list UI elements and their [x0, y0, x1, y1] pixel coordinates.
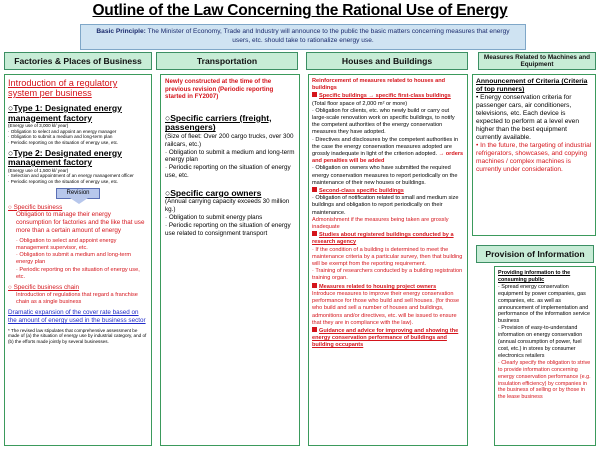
s4-para: Introduce measures to improve their energy conservation performance for those who build and sell houses. (for those who build and sell a number of houses and buildings, admonitions and/or directives, etc. will be issued to ensure that they are in compliance with the law).: [312, 290, 460, 326]
specific-business-item: · Periodic reporting on the situation of energy use, etc.: [16, 266, 140, 280]
owners-capacity: (Annual carrying capacity exceeds 30 million kg.): [165, 198, 290, 214]
s3-title: Studies about registered buildings conducted by a research agency: [312, 232, 454, 246]
factories-intro: Introduction of a regulatory system per business: [8, 78, 118, 98]
machines-para: • Energy conservation criteria for passenger cars, air conditioners, televisions, etc. Each device is expected to perform at a level even higher than the best equipment currently available.: [476, 94, 579, 141]
basic-principle-label: Basic Principle:: [96, 28, 146, 35]
expansion-note: Dramatic expansion of the cover rate based on the amount of energy used in the business sector: [8, 309, 146, 324]
carriers-fleet: (Size of fleet: Over 200 cargo trucks, over 300 railcars, etc.): [165, 132, 294, 148]
s1-para: · Obligation on owners who have submitted the required energy conservation measures to report periodically on the maintenance of their new houses or buildings.: [312, 165, 458, 186]
chain-title: ○ Specific business chain: [8, 283, 80, 291]
s1-area: (Total floor space of 2,000 m² or more): [312, 100, 408, 107]
factories-panel: [4, 74, 152, 446]
s5-title: Guidance and advice for improving and showing the energy conservation performance of buildings and building occupants: [312, 327, 459, 349]
provision-para: · Provision of easy-to-understand information on energy conservation (annual consumption of power, fuel cost, etc.) in stores by consumer electronics retailers: [498, 325, 583, 359]
s1-para: · Obligation for clients, etc. who newly build or carry out large-scale renovation work on specific buildings, to notify the competent authorities of the energy conservation measures they have adopted.: [312, 107, 455, 136]
machines-title: Announcement of Criteria (Criteria of top runners): [476, 78, 588, 93]
s1-para: · Directives and disclosures by the competent authorities in the case the energy conservation measures adopted are grossly inadequate in light of the criterion adopted. → orders and penalties will be added: [312, 136, 464, 165]
chain-desc: Introduction of regulations that regard a franchise chain as a single business: [16, 291, 138, 305]
type1-item: · Obligation to submit a medium and long-term plan: [8, 134, 113, 140]
header-houses: Houses and Buildings: [306, 52, 468, 70]
carriers-title: ○Specific carriers (freight, passengers): [165, 112, 272, 133]
header-factories: Factories & Places of Business: [4, 52, 152, 70]
header-transportation: Transportation: [156, 52, 298, 70]
header-provision: Provision of Information: [476, 245, 594, 263]
houses-reinforcement: Reinforcement of measures related to houses and buildings: [312, 78, 446, 92]
specific-business-item: · Obligation to select and appoint energy management supervisor, etc.: [16, 237, 117, 251]
type2-item: · Selection and appointment of an energy management officer: [8, 173, 134, 179]
provision-para-red: · Clearly specify the obligation to strive to provide information concerning energy conservation performance (e.g. insulation efficiency) by companies in the business of selling or by those in the lease business: [498, 359, 591, 401]
owners-item: · Periodic reporting on the situation of energy use related to consignment transport: [165, 221, 291, 237]
machines-para-future: • In the future, the targeting of industrial refrigerators, showcases, and copying machines / complex machines is currently under consideration.: [476, 142, 592, 173]
s2-red-note: Admonishment if the measures being taken are grossly inadequate: [312, 216, 449, 231]
s3-para: · If the condition of a building is determined to meet the maintenance criteria by a particular survey, then that building will be exempt from the reporting requirement.: [312, 246, 463, 268]
owners-title: ○Specific cargo owners: [165, 187, 262, 198]
basic-principle: [80, 24, 526, 50]
s2-title: Second-class specific buildings: [312, 187, 464, 195]
type2-title: ○Type 2: Designated energy management factory: [8, 147, 122, 168]
owners-item: · Obligation to submit energy plans: [165, 213, 263, 221]
s3-para: · Training of researchers conducted by a building registration training organ.: [312, 268, 463, 282]
s2-para: · Obligation of notification related to small and medium size buildings and obligation to report periodically on their maintenance.: [312, 195, 459, 216]
header-machines: Measures Related to Machines and Equipment: [478, 52, 596, 70]
type1-item: · Obligation to select and appoint an energy manager: [8, 128, 117, 134]
provision-title: Providing information to the consuming public: [498, 270, 571, 283]
basic-principle-text: The Minister of Economy, Trade and Industry will announce to the public the basic matters concerning measures that energy users, etc. should take to rationalize energy use.: [147, 28, 510, 44]
s4-title: Measures related to housing project owners: [312, 283, 464, 291]
carriers-item: · Periodic reporting on the situation of energy use, etc.: [165, 164, 291, 179]
machines-panel: [472, 74, 596, 236]
type2-threshold: (Energy use of 1,500 kl/ year): [8, 167, 69, 173]
revision-arrow: Revision: [56, 188, 100, 199]
carriers-item: · Obligation to submit a medium and long-term energy plan: [165, 148, 295, 164]
s1-title: Specific buildings → specific first-class buildings: [312, 92, 464, 100]
provision-panel: [494, 266, 596, 446]
specific-business-item: · Obligation to submit a medium and long-term energy plan: [16, 252, 132, 266]
provision-para: · Spread energy conservation equipment by power companies, gas companies, etc. as well as announcement of implementation and performance of the information service business: [498, 283, 590, 325]
type1-item: · Periodic reporting on the situation of energy use, etc.: [8, 139, 119, 145]
type1-title: ○Type 1: Designated energy management factory: [8, 103, 122, 123]
specific-business-title: ○ Specific business: [8, 203, 63, 211]
type2-item: · Periodic reporting on the situation of energy use, etc.: [8, 178, 119, 184]
specific-business-desc: Obligation to manage their energy consumption for factories and the like that use more than a certain amount of energy: [16, 211, 145, 234]
type1-threshold: (Energy use of 3,000 kl/ year): [8, 123, 69, 129]
page-title: Outline of the Law Concerning the Rational Use of Energy: [92, 2, 508, 19]
transportation-panel: [160, 74, 300, 446]
houses-panel: [308, 74, 468, 446]
transport-new-note: Newly constructed at the time of the previous revision (Periodic reporting started in FY2007): [165, 78, 274, 101]
s1-red-note: → orders and penalties will be added: [312, 151, 464, 165]
footnote: * The revised law stipulates that comprehensive assessment be made of (a) the situation of energy use by industrial category, and of (b) the efforts made jointly by several businesses.: [8, 327, 147, 344]
